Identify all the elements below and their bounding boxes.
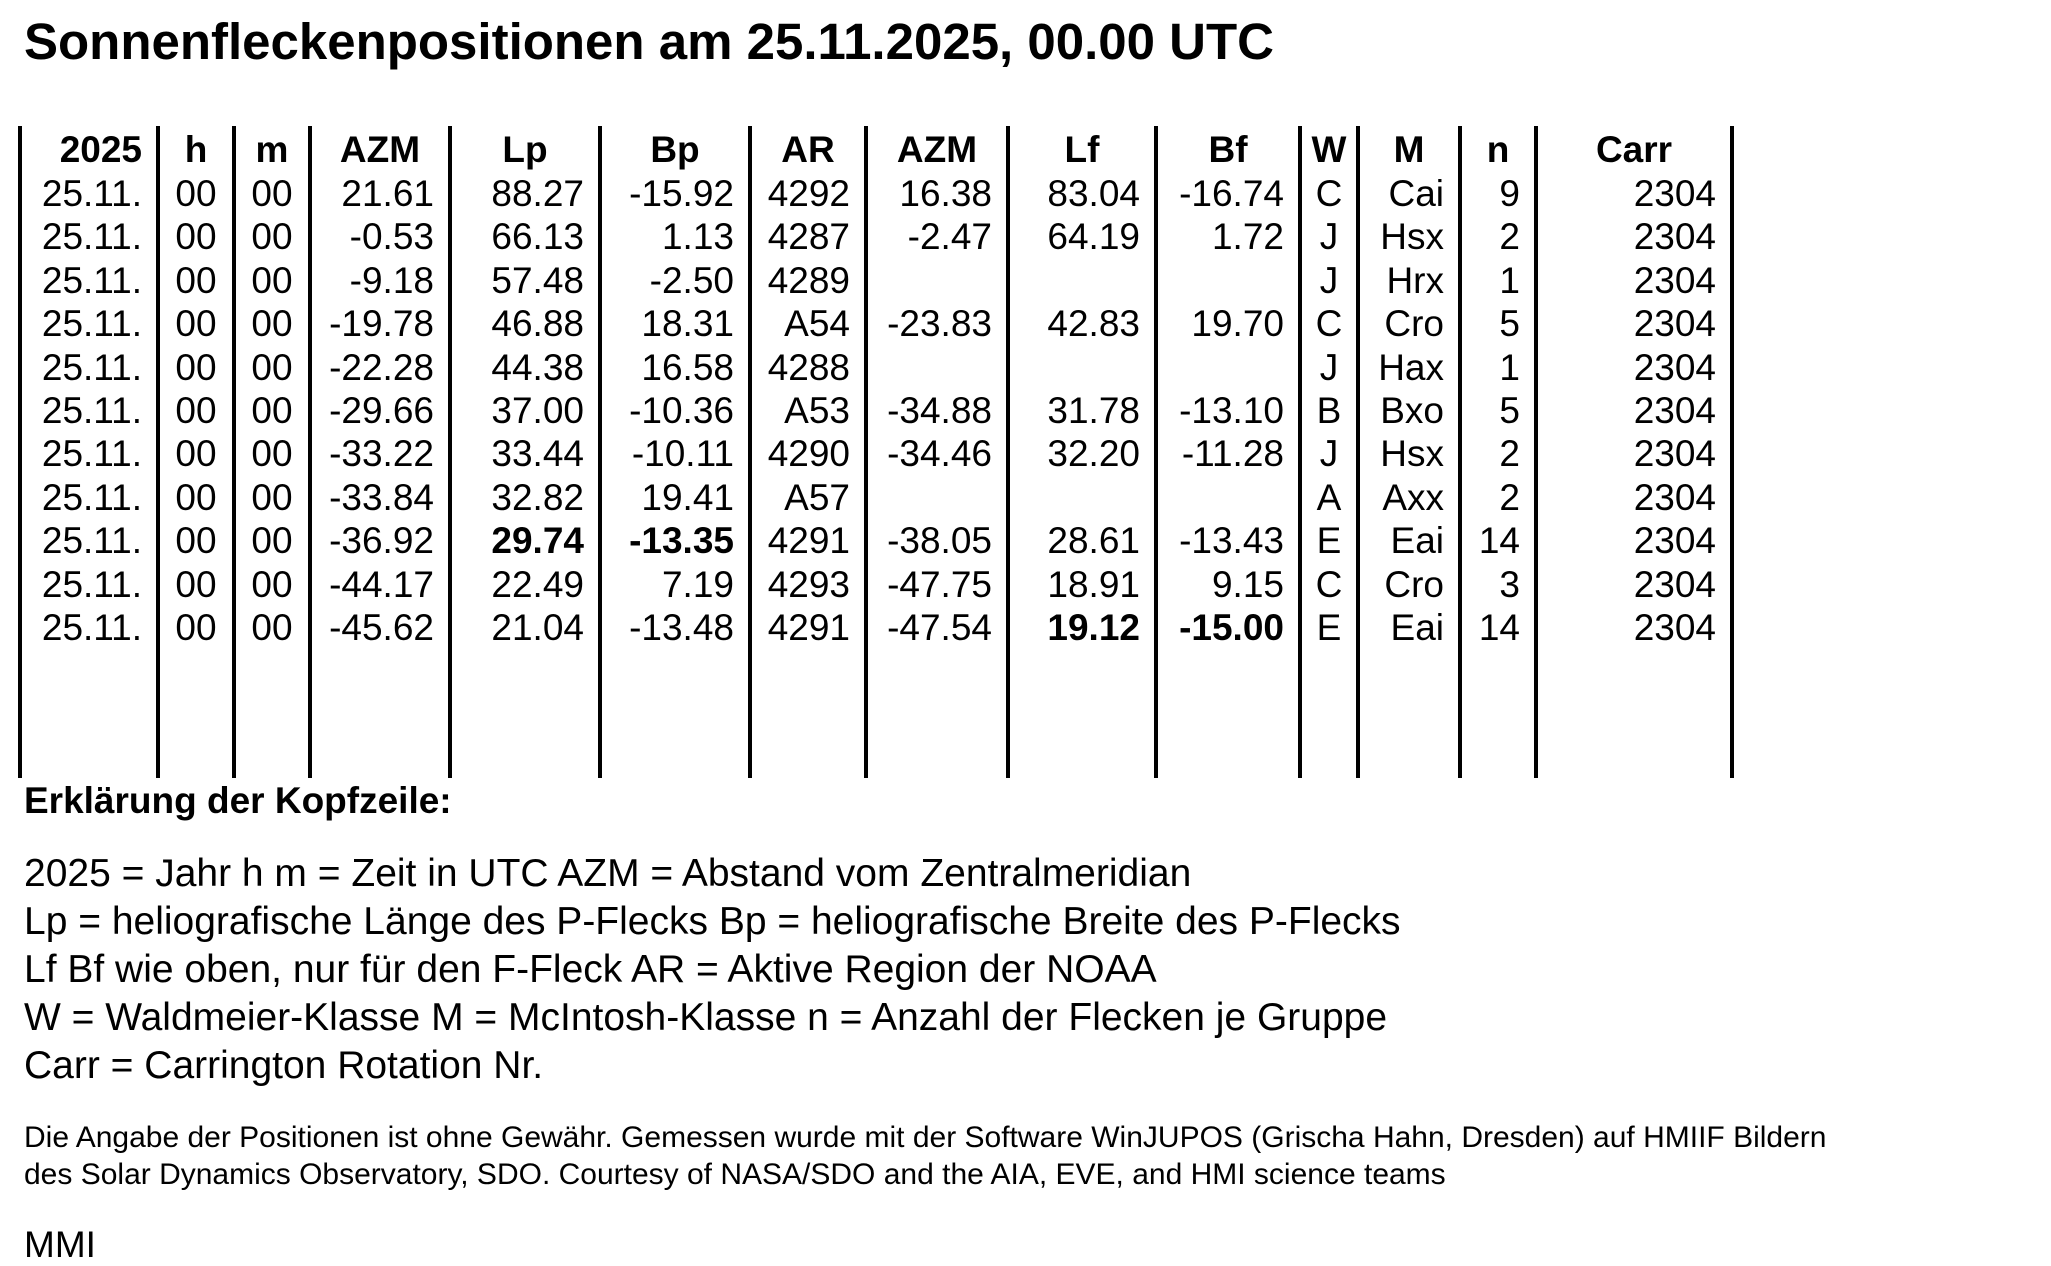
cell-date: 25.11.	[41, 260, 142, 301]
cell-ar: 4291	[767, 607, 850, 648]
cell-mcintosh: Eai	[1390, 520, 1444, 561]
cell-hour: 00	[175, 303, 217, 344]
cell-bf	[1158, 476, 1284, 519]
cell-waldmeier: E	[1316, 520, 1342, 561]
cell-hour: 00	[175, 433, 217, 474]
cell-minute: 00	[251, 347, 293, 388]
cell-carrington: 2304	[1633, 433, 1716, 474]
cell-azm-p: -33.84	[329, 477, 434, 518]
cell-lf: 28.61	[1047, 520, 1140, 561]
page-title: Sonnenfleckenpositionen am 25.11.2025, 00.00 UTC	[24, 13, 1274, 70]
cell-ar: 4289	[767, 260, 850, 301]
cell-waldmeier: C	[1315, 564, 1343, 605]
cell-waldmeier: C	[1315, 303, 1343, 344]
cell-lf: 18.91	[1047, 564, 1140, 605]
cell-azm-p: -36.92	[329, 520, 434, 561]
cell-azm-f: -47.54	[887, 607, 992, 648]
cell-lp: 44.38	[491, 347, 584, 388]
cell-waldmeier: A	[1316, 477, 1342, 518]
cell-waldmeier: E	[1316, 607, 1342, 648]
cell-carrington: 2304	[1633, 260, 1716, 301]
cell-carrington: 2304	[1633, 216, 1716, 257]
cell-azm-f: -2.47	[907, 216, 992, 257]
cell-minute: 00	[251, 520, 293, 561]
cell-lp: 21.04	[491, 607, 584, 648]
cell-hour: 00	[175, 347, 217, 388]
cell-hour: 00	[175, 216, 217, 257]
cell-bf: -15.00	[1179, 607, 1284, 648]
disclaimer-line: des Solar Dynamics Observatory, SDO. Courtesy of NASA/SDO and the AIA, EVE, and HMI science teams	[24, 1158, 1446, 1191]
cell-bf: 19.70	[1191, 303, 1284, 344]
cell-bf: -16.74	[1179, 173, 1284, 214]
cell-date: 25.11.	[41, 303, 142, 344]
cell-lf: 64.19	[1047, 216, 1140, 257]
explanation-line: 2025 = Jahr h m = Zeit in UTC AZM = Abstand vom Zentralmeridian	[24, 852, 1192, 895]
cell-bf: -13.10	[1179, 390, 1284, 431]
cell-bp: -10.36	[629, 390, 734, 431]
cell-lp: 88.27	[491, 173, 584, 214]
cell-hour: 00	[175, 520, 217, 561]
cell-bp: 18.31	[641, 303, 734, 344]
explanation-line: Carr = Carrington Rotation Nr.	[24, 1044, 544, 1087]
cell-date: 25.11.	[41, 564, 142, 605]
cell-hour: 00	[175, 564, 217, 605]
cell-azm-p: -22.28	[329, 347, 434, 388]
cell-date: 25.11.	[41, 347, 142, 388]
cell-count: 1	[1499, 260, 1520, 301]
cell-carrington: 2304	[1633, 477, 1716, 518]
column-header-azm-f: AZM	[896, 129, 978, 170]
cell-waldmeier: J	[1319, 347, 1339, 388]
cell-ar: 4291	[767, 520, 850, 561]
cell-bf: 9.15	[1211, 564, 1284, 605]
cell-bp: 16.58	[641, 347, 734, 388]
column-header-hour: h	[184, 129, 208, 170]
cell-lf	[1010, 346, 1140, 389]
cell-mcintosh: Hrx	[1386, 260, 1444, 301]
cell-count: 5	[1499, 390, 1520, 431]
cell-minute: 00	[251, 216, 293, 257]
cell-ar: 4293	[767, 564, 850, 605]
cell-minute: 00	[251, 303, 293, 344]
cell-mcintosh: Cai	[1388, 173, 1444, 214]
cell-lf: 32.20	[1047, 433, 1140, 474]
cell-bp: 1.13	[661, 216, 734, 257]
cell-date: 25.11.	[41, 216, 142, 257]
cell-count: 2	[1499, 216, 1520, 257]
cell-mcintosh: Cro	[1384, 303, 1444, 344]
cell-count: 1	[1499, 347, 1520, 388]
cell-waldmeier: J	[1319, 216, 1339, 257]
cell-carrington: 2304	[1633, 607, 1716, 648]
cell-mcintosh: Hsx	[1380, 216, 1444, 257]
cell-ar: 4292	[767, 173, 850, 214]
cell-bp: -2.50	[649, 260, 734, 301]
cell-mcintosh: Hsx	[1380, 433, 1444, 474]
cell-lp: 29.74	[491, 520, 584, 561]
cell-lp: 57.48	[491, 260, 584, 301]
cell-azm-f	[868, 476, 992, 519]
table-column-divider	[1730, 126, 1734, 778]
cell-mcintosh: Hax	[1378, 347, 1444, 388]
cell-azm-f: -38.05	[887, 520, 992, 561]
explanation-heading: Erklärung der Kopfzeile:	[24, 780, 452, 821]
column-header-minute: m	[255, 129, 289, 170]
cell-count: 5	[1499, 303, 1520, 344]
cell-ar: 4288	[767, 347, 850, 388]
cell-mcintosh: Bxo	[1380, 390, 1444, 431]
cell-carrington: 2304	[1633, 173, 1716, 214]
cell-lp: 66.13	[491, 216, 584, 257]
cell-ar: A57	[784, 477, 850, 518]
cell-azm-f: -47.75	[887, 564, 992, 605]
column-header-count: n	[1486, 129, 1510, 170]
cell-minute: 00	[251, 390, 293, 431]
cell-date: 25.11.	[41, 390, 142, 431]
column-header-ar: AR	[781, 129, 835, 170]
cell-count: 3	[1499, 564, 1520, 605]
cell-azm-f	[868, 259, 992, 302]
cell-minute: 00	[251, 607, 293, 648]
cell-azm-p: -29.66	[329, 390, 434, 431]
column-header-bp: Bp	[650, 129, 700, 170]
cell-waldmeier: B	[1316, 390, 1342, 431]
cell-carrington: 2304	[1633, 303, 1716, 344]
cell-count: 14	[1478, 520, 1520, 561]
cell-hour: 00	[175, 477, 217, 518]
cell-carrington: 2304	[1633, 347, 1716, 388]
column-header-mcintosh: M	[1393, 129, 1425, 170]
cell-lf	[1010, 476, 1140, 519]
cell-azm-f: -23.83	[887, 303, 992, 344]
cell-azm-f: -34.46	[887, 433, 992, 474]
cell-carrington: 2304	[1633, 390, 1716, 431]
cell-date: 25.11.	[41, 477, 142, 518]
cell-count: 2	[1499, 433, 1520, 474]
cell-hour: 00	[175, 390, 217, 431]
cell-mcintosh: Eai	[1390, 607, 1444, 648]
column-header-lp: Lp	[502, 129, 548, 170]
cell-hour: 00	[175, 607, 217, 648]
cell-count: 9	[1499, 173, 1520, 214]
cell-lp: 33.44	[491, 433, 584, 474]
cell-azm-p: -0.53	[349, 216, 434, 257]
cell-minute: 00	[251, 564, 293, 605]
cell-azm-p: -19.78	[329, 303, 434, 344]
cell-bf: -13.43	[1179, 520, 1284, 561]
cell-minute: 00	[251, 433, 293, 474]
cell-waldmeier: J	[1319, 260, 1339, 301]
explanation-line: Lf Bf wie oben, nur für den F-Fleck AR = Aktive Region der NOAA	[24, 948, 1157, 991]
cell-hour: 00	[175, 173, 217, 214]
column-header-carrington: Carr	[1595, 129, 1673, 170]
cell-bf	[1158, 259, 1284, 302]
cell-ar: 4290	[767, 433, 850, 474]
cell-minute: 00	[251, 173, 293, 214]
cell-date: 25.11.	[41, 173, 142, 214]
cell-bp: -10.11	[631, 433, 734, 474]
cell-lf	[1010, 259, 1140, 302]
cell-bp: -13.48	[629, 607, 734, 648]
cell-lf: 19.12	[1047, 607, 1140, 648]
signature: MMI	[24, 1224, 96, 1265]
cell-count: 14	[1478, 607, 1520, 648]
cell-lp: 32.82	[491, 477, 584, 518]
cell-minute: 00	[251, 260, 293, 301]
cell-azm-f	[868, 346, 992, 389]
explanation-line: W = Waldmeier-Klasse M = McIntosh-Klasse n = Anzahl der Flecken je Gruppe	[24, 996, 1388, 1039]
cell-lf: 31.78	[1047, 390, 1140, 431]
cell-lf: 42.83	[1047, 303, 1140, 344]
cell-ar: A53	[784, 390, 850, 431]
cell-azm-p: -33.22	[329, 433, 434, 474]
cell-bf	[1158, 346, 1284, 389]
cell-bf: -11.28	[1181, 433, 1284, 474]
cell-date: 25.11.	[41, 433, 142, 474]
cell-count: 2	[1499, 477, 1520, 518]
cell-waldmeier: J	[1319, 433, 1339, 474]
cell-date: 25.11.	[41, 607, 142, 648]
column-header-date: 2025	[59, 129, 142, 170]
cell-date: 25.11.	[41, 520, 142, 561]
cell-lp: 37.00	[491, 390, 584, 431]
column-header-waldmeier: W	[1311, 129, 1347, 170]
explanation-line: Lp = heliografische Länge des P-Flecks Bp = heliografische Breite des P-Flecks	[24, 900, 1401, 943]
column-header-bf: Bf	[1208, 129, 1248, 170]
cell-ar: A54	[784, 303, 850, 344]
cell-minute: 00	[251, 477, 293, 518]
cell-azm-p: 21.61	[341, 173, 434, 214]
cell-azm-f: -34.88	[887, 390, 992, 431]
cell-lp: 22.49	[491, 564, 584, 605]
cell-mcintosh: Cro	[1384, 564, 1444, 605]
cell-bp: 19.41	[641, 477, 734, 518]
cell-azm-p: -9.18	[349, 260, 434, 301]
cell-bp: -13.35	[629, 520, 734, 561]
cell-lp: 46.88	[491, 303, 584, 344]
cell-carrington: 2304	[1633, 564, 1716, 605]
disclaimer-line: Die Angabe der Positionen ist ohne Gewähr. Gemessen wurde mit der Software WinJUPOS (Grischa Hahn, Dresden) auf HMIIF Bildern	[24, 1121, 1827, 1154]
cell-hour: 00	[175, 260, 217, 301]
cell-bp: -15.92	[629, 173, 734, 214]
cell-mcintosh: Axx	[1382, 477, 1444, 518]
cell-waldmeier: C	[1315, 173, 1343, 214]
column-header-lf: Lf	[1064, 129, 1100, 170]
cell-bp: 7.19	[661, 564, 734, 605]
column-header-azm-p: AZM	[339, 129, 421, 170]
cell-azm-p: -44.17	[329, 564, 434, 605]
cell-azm-p: -45.62	[329, 607, 434, 648]
cell-carrington: 2304	[1633, 520, 1716, 561]
cell-ar: 4287	[767, 216, 850, 257]
cell-azm-f: 16.38	[899, 173, 992, 214]
cell-bf: 1.72	[1211, 216, 1284, 257]
cell-lf: 83.04	[1047, 173, 1140, 214]
